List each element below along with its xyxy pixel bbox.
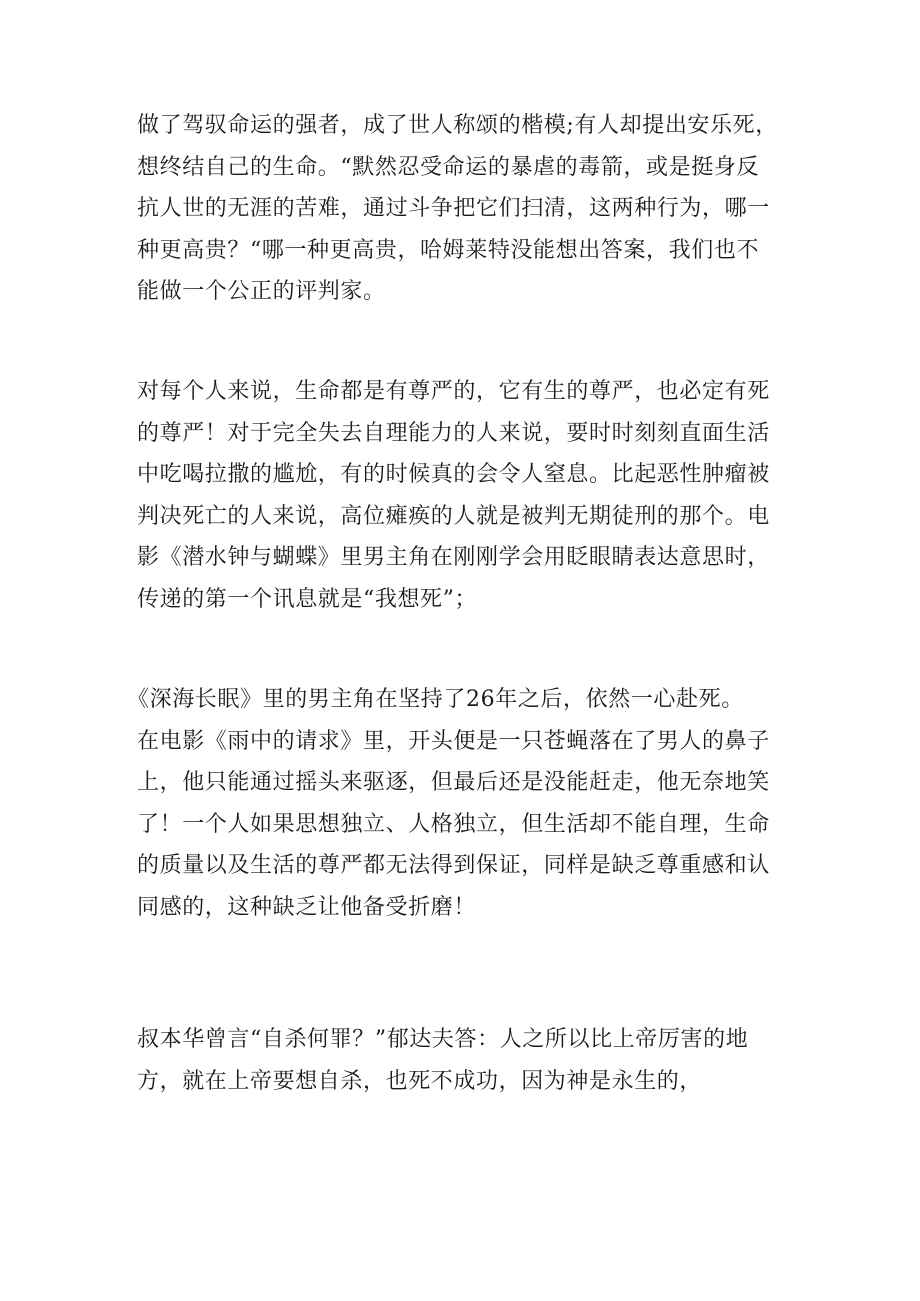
text-line: 抗人世的无涯的苦难，通过斗争把它们扫清，这两种行为，哪一 — [137, 196, 770, 221]
paragraph-1 — [137, 105, 807, 313]
text-line: 对每个人来说，生命都是有尊严的，它有生的尊严，也必定有死 — [137, 379, 770, 404]
text-line: 中吃喝拉撒的尴尬，有的时候真的会令人窒息。比起恶性肿瘤被 — [137, 462, 770, 487]
text-line: 的质量以及生活的尊严都无法得到保证，同样是缺乏尊重感和认 — [137, 853, 770, 878]
text-line: 方，就在上帝要想自杀，也死不成功，因为神是永生的， — [137, 1068, 703, 1094]
text-line: 影《潜水钟与蝴蝶》里男主角在刚刚学会用眨眼睛表达意思时， — [137, 545, 770, 570]
text-line: 《深海长眠》里的男主角在坚持了26年之后，依然一心赴死。 — [127, 687, 744, 712]
text-line: 叔本华曾言“自杀何罪？”郁达夫答：人之所以比上帝厉害的地 — [137, 1027, 749, 1052]
text-line: 种更高贵？“哪一种更高贵，哈姆莱特没能想出答案，我们也不 — [137, 237, 760, 263]
text-line: 同感的，这种缺乏让他备受折磨！ — [137, 894, 477, 920]
text-line: 了！一个人如果思想独立、人格独立，但生活却不能自理，生命 — [137, 811, 770, 837]
text-line: 上，他只能通过摇头来驱逐，但最后还是没能赶走，他无奈地笑 — [137, 770, 770, 795]
text-line: 能做一个公正的评判家。 — [137, 279, 386, 304]
paragraph-2 — [137, 371, 807, 620]
text-line: 想终结自己的生命。“默然忍受命运的暴虐的毒箭，或是挺身反 — [137, 154, 760, 180]
paragraph-4 — [137, 1019, 807, 1102]
text-line: 在电影《雨中的请求》里，开头便是一只苍蝇落在了男人的鼻子 — [137, 728, 770, 754]
text-line: 的尊严！对于完全失去自理能力的人来说，要时时刻刻直面生活 — [137, 420, 770, 446]
text-line: 判决死亡的人来说，高位瘫痪的人就是被判无期徒刑的那个。电 — [137, 503, 770, 529]
text-line: 传递的第一个讯息就是“我想死”； — [137, 586, 478, 612]
text-line: 做了驾驭命运的强者，成了世人称颂的楷模;有人却提出安乐死， — [137, 113, 778, 138]
paragraph-3 — [127, 679, 807, 928]
